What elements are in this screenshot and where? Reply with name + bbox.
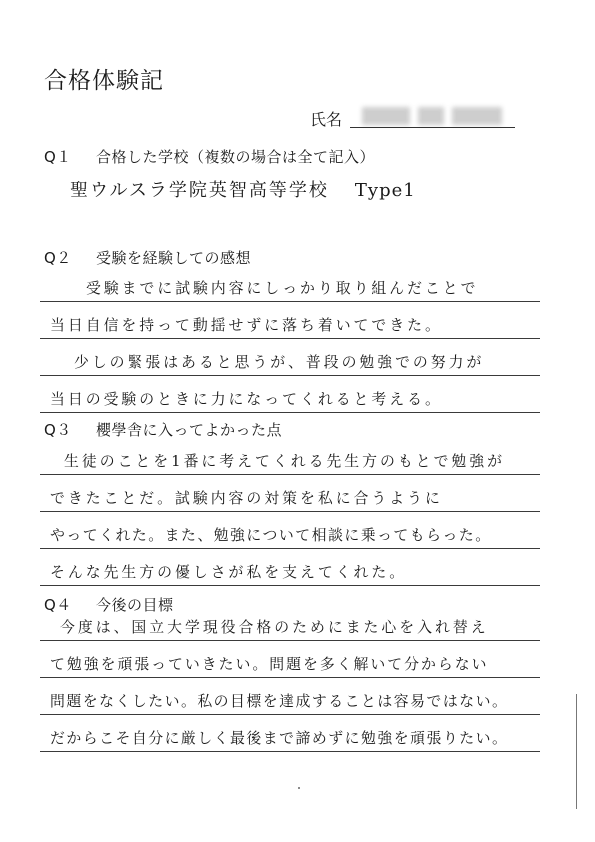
q3-line [40,438,540,475]
redacted-name-part-1 [362,107,410,125]
q3-line-text: やってくれた。また、勉強について相談に乗ってもらった。 [50,526,492,544]
redacted-name-part-2 [418,107,444,125]
q3-line-text: 生徒のことを1番に考えてくれる先生方のもとで勉強が [64,452,505,470]
name-field [310,107,515,129]
q1-heading [44,146,375,167]
q2-question: 受験を経験しての感想 [96,249,252,267]
q1-question: 合格した学校（複数の場合は全て記入） [96,148,376,166]
q2-line [40,339,540,376]
q2-line [40,302,540,339]
q3-answer-lines [40,438,540,586]
q1-answer-course: Type1 [354,180,416,201]
q4-line [40,604,540,641]
q2-line-text: 少しの緊張はあると思うが、普段の勉強での努力が [74,353,485,371]
name-label: 氏名 [310,110,343,129]
q4-question: 今後の目標 [96,596,174,614]
q4-line [40,678,540,715]
q3-line [40,475,540,512]
q4-line-text: だからこそ自分に厳しく最後まで諦めずに勉強を頑張りたい。 [50,729,509,747]
q1-answer [70,176,416,202]
q2-answer-lines [40,265,540,413]
q4-number: Q４ [44,596,72,614]
q4-answer-lines [40,604,540,752]
q2-line-text: 当日の受験のときに力になってくれると考える。 [50,390,443,408]
q3-line [40,512,540,549]
name-underline [350,127,515,128]
q3-question: 櫻學舎に入ってよかった点 [96,421,283,439]
q4-line-text: て勉強を頑張っていきたい。問題を多く解いて分からない [50,655,489,673]
q2-line [40,376,540,413]
q2-line-text: 当日自信を持って動揺せずに落ち着いてできた。 [50,316,443,334]
q2-line [40,265,540,302]
q1-number: Q１ [44,148,72,166]
scan-speck [298,787,300,789]
q3-line [40,549,540,586]
q3-heading [44,419,282,440]
q4-line [40,641,540,678]
q4-line [40,715,540,752]
q3-number: Q３ [44,421,72,439]
q4-line-text: 問題をなくしたい。私の目標を達成することは容易ではない。 [50,692,509,710]
redacted-name-part-3 [452,107,502,125]
q4-line-text: 今度は、国立大学現役合格のためにまた心を入れ替え [60,618,489,636]
q1-answer-school: 聖ウルスラ学院英智高等学校 [70,180,329,201]
q3-line-text: できたことだ。試験内容の対策を私に合うように [50,489,443,507]
q3-line-text: そんな先生方の優しさが私を支えてくれた。 [50,563,408,581]
q2-number: Q２ [44,249,72,267]
q2-line-text: 受験までに試験内容にしっかり取り組んだことで [86,279,479,297]
page-title: 合格体験記 [44,68,164,94]
scan-edge-line [576,694,577,809]
